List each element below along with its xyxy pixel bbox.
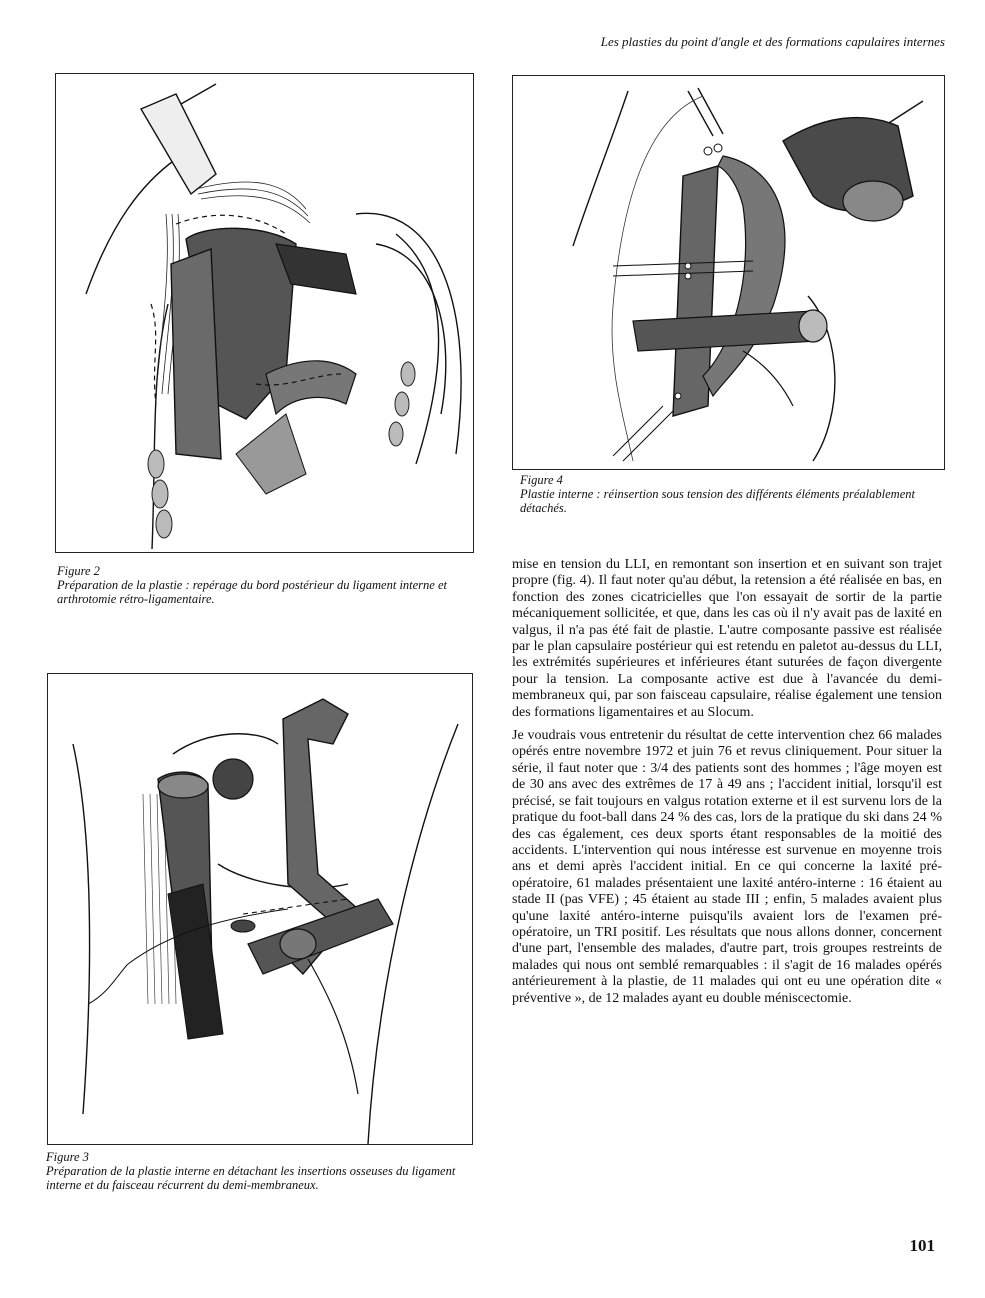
figure-2-caption-text: Préparation de la plastie : repérage du bord postérieur du ligament interne et arthrotomie rétro-ligamentaire. [57, 578, 447, 606]
figure-4-label: Figure 4 [520, 473, 563, 487]
figure-4-caption-text: Plastie interne : réinsertion sous tension des différents éléments préalablement détachés. [520, 487, 915, 515]
figure-2-caption [57, 564, 477, 606]
figure-3-caption-text: Préparation de la plastie interne en détachant les insertions osseuses du ligament interne et du faisceau récurrent du demi-membraneux. [46, 1164, 456, 1192]
figure-3-caption [46, 1150, 476, 1192]
figure-2-illustration [55, 73, 474, 553]
figure-3-drawing [48, 674, 472, 1144]
body-paragraph-1: mise en tension du LLI, en remontant son insertion et en suivant son trajet propre (fig. 4). Il faut noter qu'au début, la retension a été réalisée en bas, en fonction des zones cicatricielles que l'on essayait de sortir de la partie mécaniquement sollicitée, et que, dans les cas où il n'y avait pas de laxité en valgus, il n'a pas été fait de plastie. L'autre composante passive est réalisée par le plan capsulaire postérieur qui est retendu en paletot au-dessus du LLI, les extrémités supérieures et inférieures étant suturées de façon divergente pour la tension. La composante active est due à l'avancée du demi-membraneux qui, par son faisceau capsulaire, réalise également une tension des formations ligamentaires et au Slocum. [512, 557, 942, 720]
figure-3-illustration [47, 673, 473, 1145]
figure-2-label: Figure 2 [57, 564, 100, 578]
figure-2-drawing [56, 74, 473, 552]
figure-4-drawing [513, 76, 944, 469]
running-header: Les plasties du point d'angle et des formations capulaires internes [600, 34, 945, 49]
page-number: 101 [909, 1236, 935, 1255]
figure-3-label: Figure 3 [46, 1150, 89, 1164]
figure-4-caption [520, 473, 940, 515]
body-paragraph-2: Je voudrais vous entretenir du résultat de cette intervention chez 66 malades opérés entre novembre 1972 et juin 76 et revus cliniquement. Pour situer la série, il faut noter que : 3/4 des patients sont des hommes ; l'âge moyen est de 30 ans avec des extrêmes de 17 à 49 ans ; l'accident initial, lorsqu'il est précisé, se fait toujours en valgus rotation externe et il est survenu lors de la pratique du foot-ball dans 24 % des cas, lors de la pratique du ski dans 24 % des cas également, ces deux sports étant responsables de la moitié des accidents. L'intervention qui nous intéresse est survenue en moyenne trois ans et demi après l'accident initial. En ce qui concerne la laxité pré-opératoire, 61 malades présentaient une laxité antéro-interne : 16 étaient au stade II (pas VFE) ; 45 étaient au stade III ; enfin, 5 malades avaient plus qu'une laxité antéro-interne puisqu'ils avaient lors de l'examen pré-opératoire, un TRI positif. Les résultats que nous allons donner, concernent d'une part, l'ensemble des malades, d'autre part, trois groupes restreints de malades qui nous ont semblé remarquables : il s'agit de 16 malades opérés antérieurement à la plastie, de 11 malades qui ont eu une opération dite « préventive », de 12 malades ayant eu double méniscectomie. [512, 728, 942, 1006]
figure-4-illustration [512, 75, 945, 470]
body-text [512, 557, 942, 1014]
